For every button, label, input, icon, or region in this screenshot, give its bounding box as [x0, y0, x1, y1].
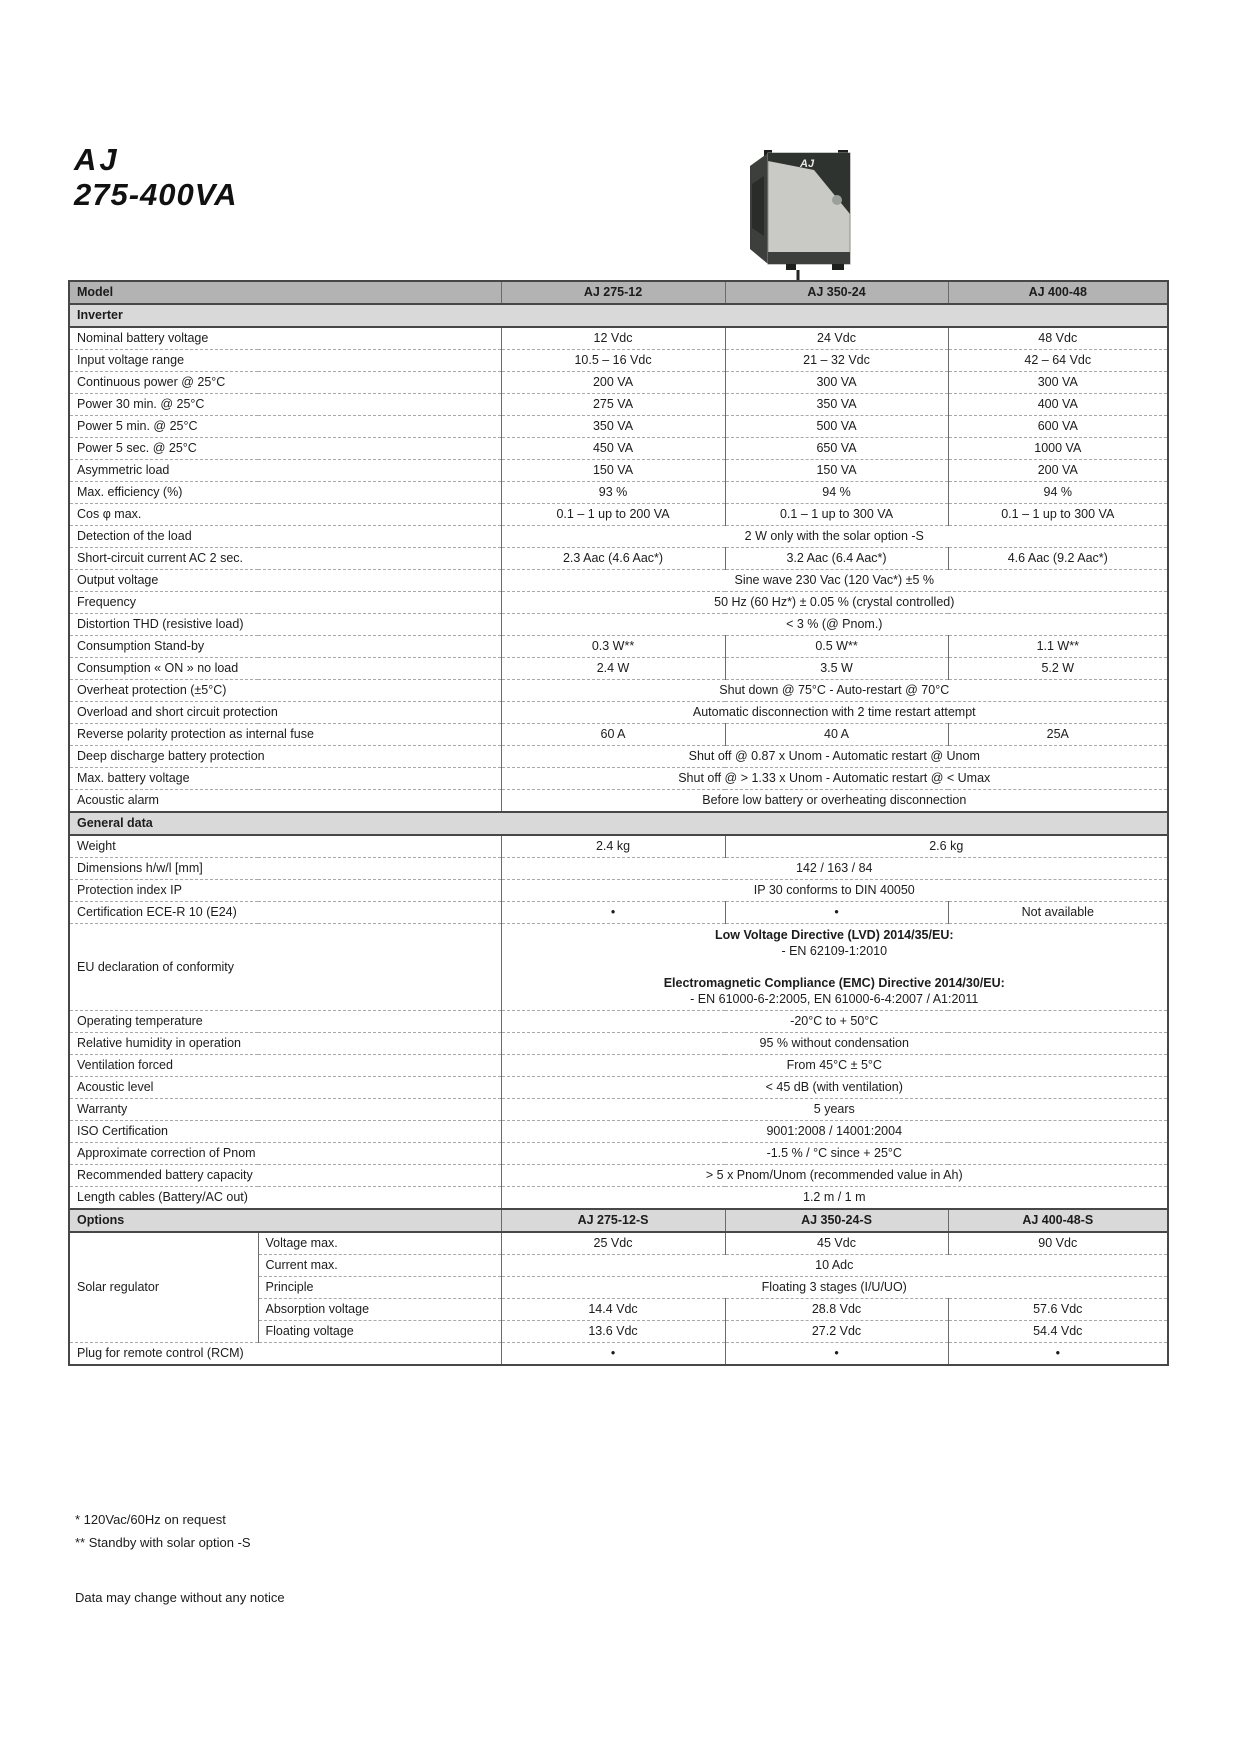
spec-value: 0.1 – 1 up to 300 VA — [725, 504, 948, 526]
spec-row — [69, 548, 1168, 570]
spec-label: Dimensions h/w/l [mm] — [69, 858, 501, 880]
spec-value-span: Shut down @ 75°C - Auto-restart @ 70°C — [501, 680, 1168, 702]
spec-label: Overheat protection (±5°C) — [69, 680, 501, 702]
spec-label: Consumption Stand-by — [69, 636, 501, 658]
spec-value-span: 142 / 163 / 84 — [501, 858, 1168, 880]
spec-label: Power 5 min. @ 25°C — [69, 416, 501, 438]
spec-row — [69, 1033, 1168, 1055]
spec-value-span: 95 % without condensation — [501, 1033, 1168, 1055]
spec-label: Detection of the load — [69, 526, 501, 548]
spec-row — [69, 702, 1168, 724]
declaration-line: - EN 61000-6-2:2005, EN 61000-6-4:2007 / A1:2011 — [690, 992, 979, 1006]
spec-value-span: Automatic disconnection with 2 time restart attempt — [501, 702, 1168, 724]
spec-label: Deep discharge battery protection — [69, 746, 501, 768]
spec-value-span: -1.5 % / °C since + 25°C — [501, 1143, 1168, 1165]
spec-value: 93 % — [501, 482, 725, 504]
spec-label: Certification ECE-R 10 (E24) — [69, 902, 501, 924]
spec-value: • — [725, 1343, 948, 1366]
spec-label: Distortion THD (resistive load) — [69, 614, 501, 636]
spec-row — [69, 460, 1168, 482]
spec-value-span: -20°C to + 50°C — [501, 1011, 1168, 1033]
spec-value-span: Floating 3 stages (I/U/UO) — [501, 1277, 1168, 1299]
spec-value-span: < 3 % (@ Pnom.) — [501, 614, 1168, 636]
column-header-model-3: AJ 400-48 — [948, 281, 1168, 304]
spec-label: Power 5 sec. @ 25°C — [69, 438, 501, 460]
spec-value: 2.3 Aac (4.6 Aac*) — [501, 548, 725, 570]
spec-row — [69, 680, 1168, 702]
footnote-1: * 120Vac/60Hz on request — [75, 1512, 226, 1527]
spec-value: 90 Vdc — [948, 1232, 1168, 1255]
svg-text:AJ: AJ — [800, 158, 815, 170]
change-notice: Data may change without any notice — [75, 1590, 285, 1605]
spec-label: Operating temperature — [69, 1011, 501, 1033]
spec-label: Length cables (Battery/AC out) — [69, 1187, 501, 1210]
spec-value-span: 1.2 m / 1 m — [501, 1187, 1168, 1210]
spec-value: 42 – 64 Vdc — [948, 350, 1168, 372]
spec-value: 450 VA — [501, 438, 725, 460]
spec-row — [69, 482, 1168, 504]
table-header-row — [69, 281, 1168, 304]
spec-value: 0.1 – 1 up to 200 VA — [501, 504, 725, 526]
spec-row — [69, 504, 1168, 526]
spec-value-span: < 45 dB (with ventilation) — [501, 1077, 1168, 1099]
spec-row — [69, 614, 1168, 636]
product-family-title: AJ — [74, 142, 120, 177]
spec-row — [69, 902, 1168, 924]
spec-value: 12 Vdc — [501, 327, 725, 350]
spec-row — [69, 526, 1168, 548]
options-column-header-1: AJ 275-12-S — [501, 1209, 725, 1232]
declaration-line — [509, 959, 1161, 975]
spec-value: 0.3 W** — [501, 636, 725, 658]
spec-label: Cos φ max. — [69, 504, 501, 526]
column-header-model-1: AJ 275-12 — [501, 281, 725, 304]
spec-value: 200 VA — [948, 460, 1168, 482]
spec-label: Reverse polarity protection as internal fuse — [69, 724, 501, 746]
spec-value: 13.6 Vdc — [501, 1321, 725, 1343]
spec-value-span: Before low battery or overheating disconnection — [501, 790, 1168, 813]
spec-value: 27.2 Vdc — [725, 1321, 948, 1343]
spec-value-span: Shut off @ > 1.33 x Unom - Automatic restart @ < Umax — [501, 768, 1168, 790]
spec-row — [69, 1077, 1168, 1099]
spec-row — [69, 438, 1168, 460]
spec-value-span: IP 30 conforms to DIN 40050 — [501, 880, 1168, 902]
spec-label: Max. efficiency (%) — [69, 482, 501, 504]
spec-value: 48 Vdc — [948, 327, 1168, 350]
spec-value-span: 50 Hz (60 Hz*) ± 0.05 % (crystal controlled) — [501, 592, 1168, 614]
spec-value: 3.5 W — [725, 658, 948, 680]
spec-value: 21 – 32 Vdc — [725, 350, 948, 372]
spec-label: Output voltage — [69, 570, 501, 592]
spec-label: Overload and short circuit protection — [69, 702, 501, 724]
sub-label: Principle — [258, 1277, 501, 1299]
spec-label: Continuous power @ 25°C — [69, 372, 501, 394]
spec-label: Input voltage range — [69, 350, 501, 372]
spec-value: • — [501, 1343, 725, 1366]
spec-label: Protection index IP — [69, 880, 501, 902]
options-column-header-3: AJ 400-48-S — [948, 1209, 1168, 1232]
spec-value: 350 VA — [725, 394, 948, 416]
spec-value: 40 A — [725, 724, 948, 746]
spec-label: Plug for remote control (RCM) — [69, 1343, 501, 1366]
spec-value: 54.4 Vdc — [948, 1321, 1168, 1343]
spec-value-span: 9001:2008 / 14001:2004 — [501, 1121, 1168, 1143]
spec-row — [69, 394, 1168, 416]
spec-value: • — [725, 902, 948, 924]
spec-row — [69, 724, 1168, 746]
spec-label: Asymmetric load — [69, 460, 501, 482]
footnote-2: ** Standby with solar option -S — [75, 1535, 251, 1550]
spec-value: 57.6 Vdc — [948, 1299, 1168, 1321]
spec-value-span: > 5 x Pnom/Unom (recommended value in Ah) — [501, 1165, 1168, 1187]
spec-value-span: Shut off @ 0.87 x Unom - Automatic restart @ Unom — [501, 746, 1168, 768]
declaration-line: - EN 62109-1:2010 — [781, 944, 888, 958]
spec-value-span: From 45°C ± 5°C — [501, 1055, 1168, 1077]
spec-value: 28.8 Vdc — [725, 1299, 948, 1321]
spec-row — [69, 592, 1168, 614]
spec-value-span: Sine wave 230 Vac (120 Vac*) ±5 % — [501, 570, 1168, 592]
options-header-row — [69, 1209, 1168, 1232]
spec-row — [69, 1165, 1168, 1187]
spec-row — [69, 746, 1168, 768]
sub-label: Current max. — [258, 1255, 501, 1277]
spec-value: 500 VA — [725, 416, 948, 438]
spec-label: Acoustic level — [69, 1077, 501, 1099]
spec-value: 300 VA — [725, 372, 948, 394]
spec-value: 0.5 W** — [725, 636, 948, 658]
spec-value: 300 VA — [948, 372, 1168, 394]
spec-row — [69, 880, 1168, 902]
spec-value: 0.1 – 1 up to 300 VA — [948, 504, 1168, 526]
inverter-photo-illustration — [740, 144, 865, 294]
spec-row — [69, 835, 1168, 858]
product-range-title: 275-400VA — [74, 177, 238, 212]
spec-row — [69, 416, 1168, 438]
spec-row — [69, 1187, 1168, 1210]
spec-value: 350 VA — [501, 416, 725, 438]
spec-label: Power 30 min. @ 25°C — [69, 394, 501, 416]
spec-label: Max. battery voltage — [69, 768, 501, 790]
spec-row — [69, 768, 1168, 790]
spec-row — [69, 570, 1168, 592]
spec-value: 600 VA — [948, 416, 1168, 438]
spec-value: 2.4 kg — [501, 835, 725, 858]
section-header-label: Inverter — [69, 304, 1168, 327]
spec-label: Acoustic alarm — [69, 790, 501, 813]
options-column-header-2: AJ 350-24-S — [725, 1209, 948, 1232]
declaration-line: Electromagnetic Compliance (EMC) Directive 2014/30/EU: — [663, 976, 1005, 990]
group-label: Solar regulator — [69, 1232, 258, 1343]
spec-value: 150 VA — [501, 460, 725, 482]
spec-value: 94 % — [725, 482, 948, 504]
spec-row — [69, 1143, 1168, 1165]
spec-value: 400 VA — [948, 394, 1168, 416]
spec-value: 1000 VA — [948, 438, 1168, 460]
product-photo — [740, 144, 865, 294]
spec-label: Consumption « ON » no load — [69, 658, 501, 680]
spec-value: 2.4 W — [501, 658, 725, 680]
spec-row — [69, 1343, 1168, 1366]
spec-value-span: 2 W only with the solar option -S — [501, 526, 1168, 548]
spec-value: 3.2 Aac (6.4 Aac*) — [725, 548, 948, 570]
spec-value: Not available — [948, 902, 1168, 924]
sub-label: Voltage max. — [258, 1232, 501, 1255]
spec-label: Ventilation forced — [69, 1055, 501, 1077]
spec-value: 60 A — [501, 724, 725, 746]
specification-table — [68, 280, 1169, 1366]
section-header-label: General data — [69, 812, 1168, 835]
spec-value: 24 Vdc — [725, 327, 948, 350]
spec-value: 14.4 Vdc — [501, 1299, 725, 1321]
spec-row — [69, 790, 1168, 813]
spec-value: 25A — [948, 724, 1168, 746]
spec-label: Weight — [69, 835, 501, 858]
spec-row — [69, 1232, 1168, 1255]
spec-value: 25 Vdc — [501, 1232, 725, 1255]
spec-row — [69, 372, 1168, 394]
spec-value: • — [501, 902, 725, 924]
spec-label: ISO Certification — [69, 1121, 501, 1143]
spec-value: 150 VA — [725, 460, 948, 482]
page-title — [74, 144, 238, 214]
spec-value-multiline — [501, 924, 1168, 1011]
spec-row — [69, 924, 1168, 1011]
spec-value: 10.5 – 16 Vdc — [501, 350, 725, 372]
spec-value: 200 VA — [501, 372, 725, 394]
declaration-line: Low Voltage Directive (LVD) 2014/35/EU: — [715, 928, 954, 942]
spec-value: 2.6 kg — [725, 835, 1168, 858]
spec-row — [69, 350, 1168, 372]
spec-value: 45 Vdc — [725, 1232, 948, 1255]
spec-value: • — [948, 1343, 1168, 1366]
spec-value: 1.1 W** — [948, 636, 1168, 658]
section-header-row — [69, 304, 1168, 327]
spec-row — [69, 1099, 1168, 1121]
spec-label: EU declaration of conformity — [69, 924, 501, 1011]
spec-label: Recommended battery capacity — [69, 1165, 501, 1187]
spec-value: 650 VA — [725, 438, 948, 460]
spec-row — [69, 858, 1168, 880]
column-header-model-2: AJ 350-24 — [725, 281, 948, 304]
spec-label: Frequency — [69, 592, 501, 614]
spec-label: Short-circuit current AC 2 sec. — [69, 548, 501, 570]
spec-label: Warranty — [69, 1099, 501, 1121]
spec-row — [69, 327, 1168, 350]
spec-value-span: 5 years — [501, 1099, 1168, 1121]
spec-value-span: 10 Adc — [501, 1255, 1168, 1277]
spec-label: Approximate correction of Pnom — [69, 1143, 501, 1165]
spec-value: 94 % — [948, 482, 1168, 504]
sub-label: Absorption voltage — [258, 1299, 501, 1321]
spec-value: 5.2 W — [948, 658, 1168, 680]
spec-value: 4.6 Aac (9.2 Aac*) — [948, 548, 1168, 570]
spec-value: 275 VA — [501, 394, 725, 416]
spec-row — [69, 1011, 1168, 1033]
spec-row — [69, 658, 1168, 680]
spec-row — [69, 636, 1168, 658]
spec-row — [69, 1121, 1168, 1143]
sub-label: Floating voltage — [258, 1321, 501, 1343]
spec-row — [69, 1055, 1168, 1077]
footnotes — [75, 1508, 251, 1554]
section-header-row — [69, 812, 1168, 835]
spec-label: Relative humidity in operation — [69, 1033, 501, 1055]
options-header-label: Options — [69, 1209, 501, 1232]
column-header-model: Model — [69, 281, 501, 304]
spec-label: Nominal battery voltage — [69, 327, 501, 350]
